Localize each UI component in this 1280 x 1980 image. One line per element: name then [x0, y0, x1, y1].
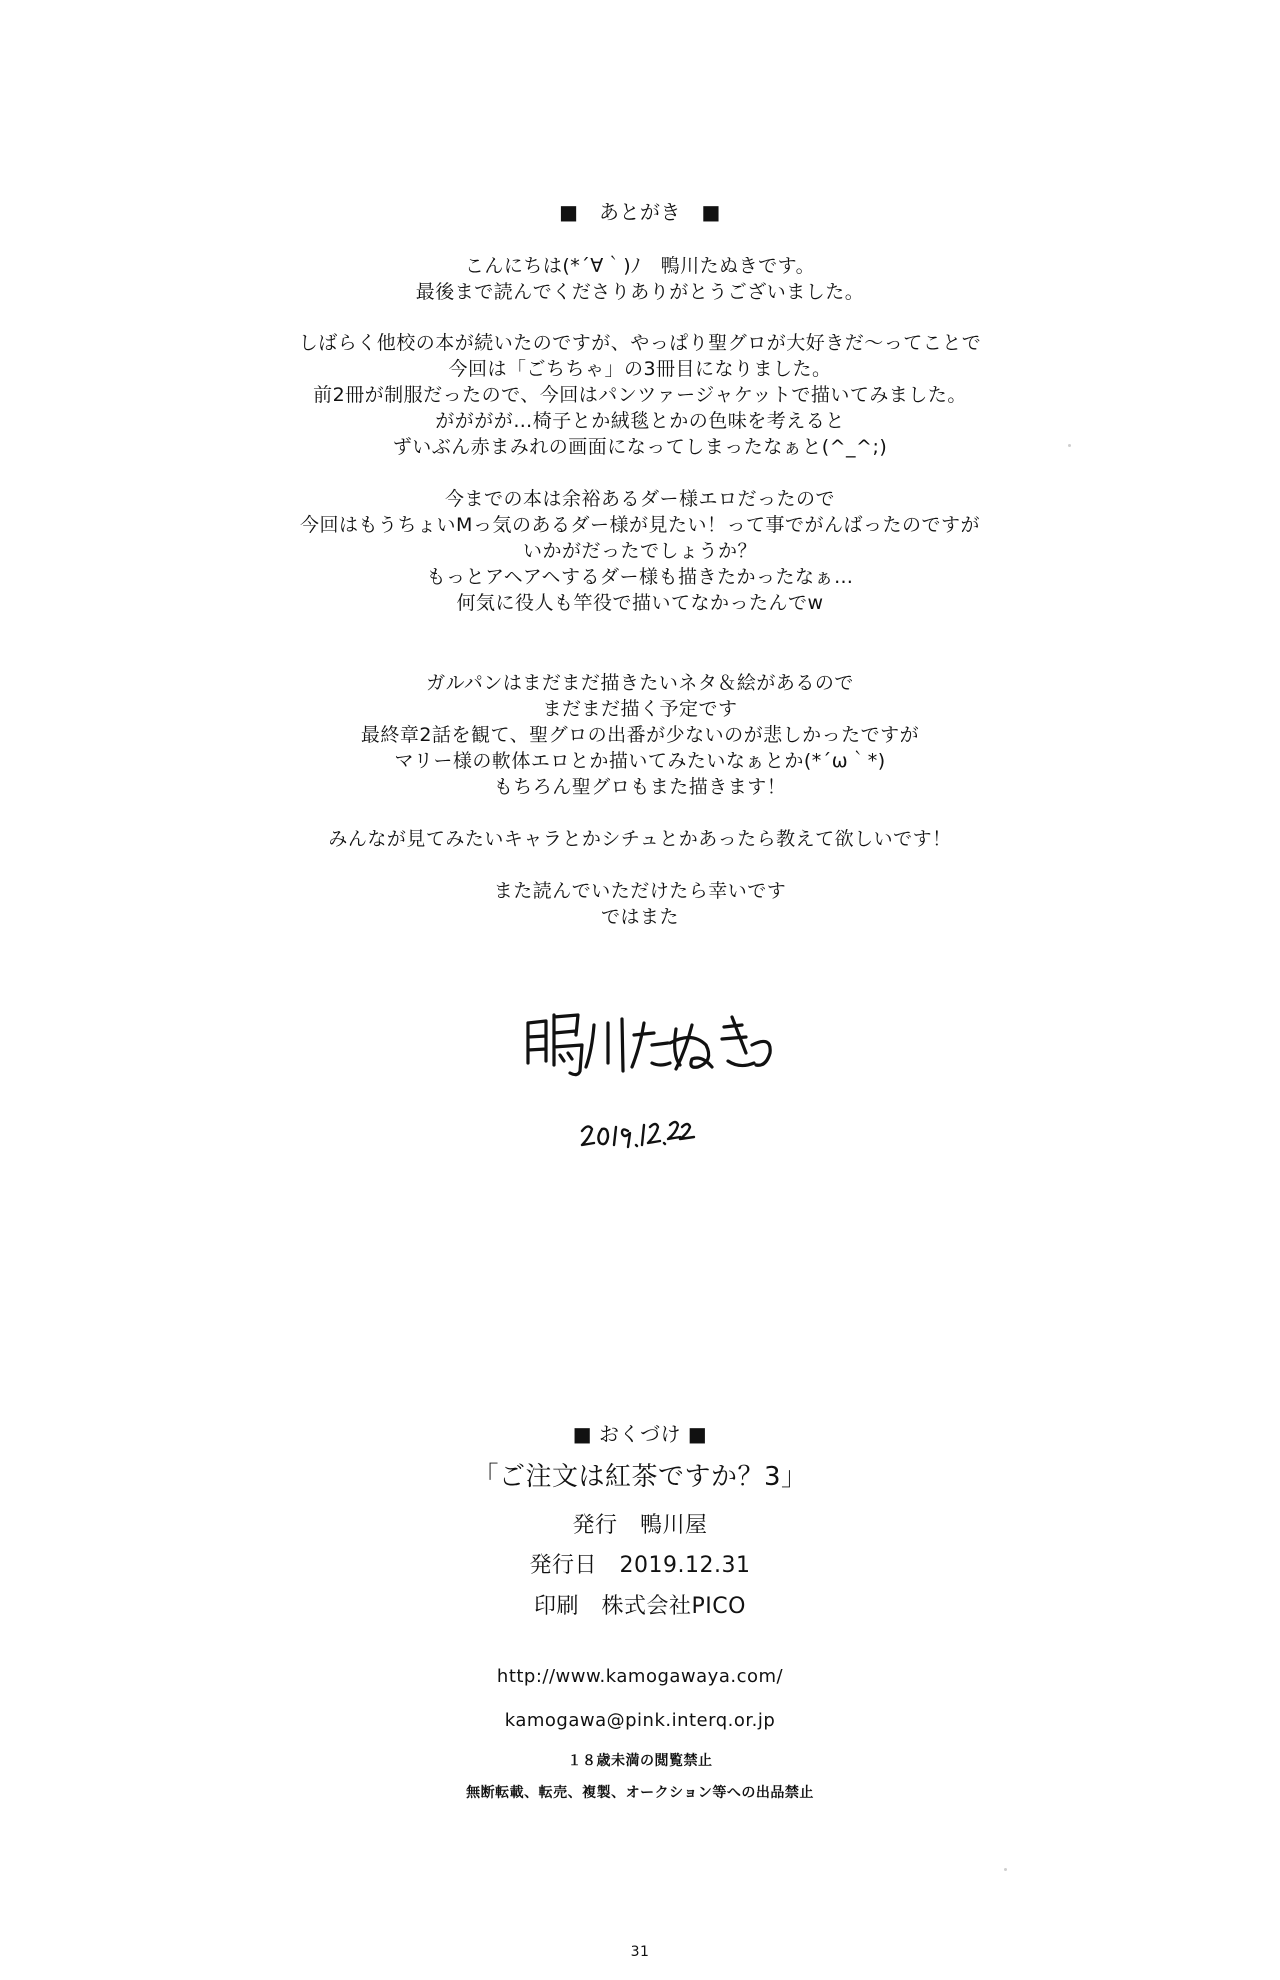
- afterword-line: 今回は「ごちちゃ」の3冊目になりました。: [448, 358, 832, 380]
- afterword-line: がががが…椅子とか絨毯とかの色味を考えると: [435, 410, 845, 432]
- afterword-line: しばらく他校の本が続いたのですが、やっぱり聖グロが大好きだ～ってことで: [298, 332, 982, 354]
- afterword-line: ではまた: [600, 906, 679, 928]
- afterword-heading: ■ あとがき ■: [559, 200, 721, 224]
- afterword-line: 何気に役人も竿役で描いてなかったんでw: [456, 592, 824, 614]
- handwritten-date: [578, 1115, 698, 1151]
- afterword-line: ずいぶん赤まみれの画面になってしまったなぁと(^_^;): [392, 436, 888, 458]
- publish-date: 発行日 2019.12.31: [529, 1553, 751, 1578]
- book-title: 「ご注文は紅茶ですか？3」: [472, 1462, 808, 1492]
- website-url: http://www.kamogawaya.com/: [496, 1666, 784, 1687]
- afterword-line: ガルパンはまだまだ描きたいネタ＆絵があるので: [426, 672, 854, 694]
- colophon-heading: ■ おくづけ ■: [572, 1422, 708, 1446]
- age-restriction-notice: １８歳未満の閲覧禁止: [567, 1753, 713, 1769]
- afterword-line: こんにちは(*´∀｀)ﾉ 鴨川たぬきです。: [464, 255, 816, 277]
- handwritten-signature: [520, 1005, 775, 1085]
- afterword-line: もっとアヘアヘするダー様も描きたかったなぁ…: [426, 566, 854, 588]
- afterword-line: 最終章2話を観て、聖グロの出番が少ないのが悲しかったですが: [360, 724, 920, 746]
- afterword-line: マリー様の軟体エロとか描いてみたいなぁとか(*´ω｀*): [394, 750, 886, 772]
- afterword-line: 前2冊が制服だったので、今回はパンツァージャケットで描いてみました。: [313, 384, 967, 406]
- afterword-line: 今までの本は余裕あるダー様エロだったので: [444, 488, 835, 510]
- afterword-line: 今回はもうちょいMっ気のあるダー様が見たい！って事でがんばったのですが: [300, 514, 980, 536]
- copyright-notice: 無断転載、転売、複製、オークション等への出品禁止: [466, 1785, 814, 1801]
- afterword-line: みんなが見てみたいキャラとかシチュとかあったら教えて欲しいです！: [328, 828, 952, 850]
- printer: 印刷 株式会社PICO: [534, 1594, 746, 1619]
- contact-email: kamogawa@pink.interq.or.jp: [504, 1710, 776, 1731]
- page-number: 31: [630, 1944, 650, 1960]
- afterword-line: まだまだ描く予定です: [542, 698, 738, 720]
- afterword-line: 最後まで読んでくださりありがとうございました。: [415, 281, 865, 303]
- afterword-line: また読んでいただけたら幸いです: [493, 880, 787, 902]
- publisher: 発行 鴨川屋: [572, 1513, 708, 1538]
- afterword-line: いかがだったでしょうか？: [522, 540, 757, 562]
- afterword-line: もちろん聖グロもまた描きます！: [493, 776, 787, 798]
